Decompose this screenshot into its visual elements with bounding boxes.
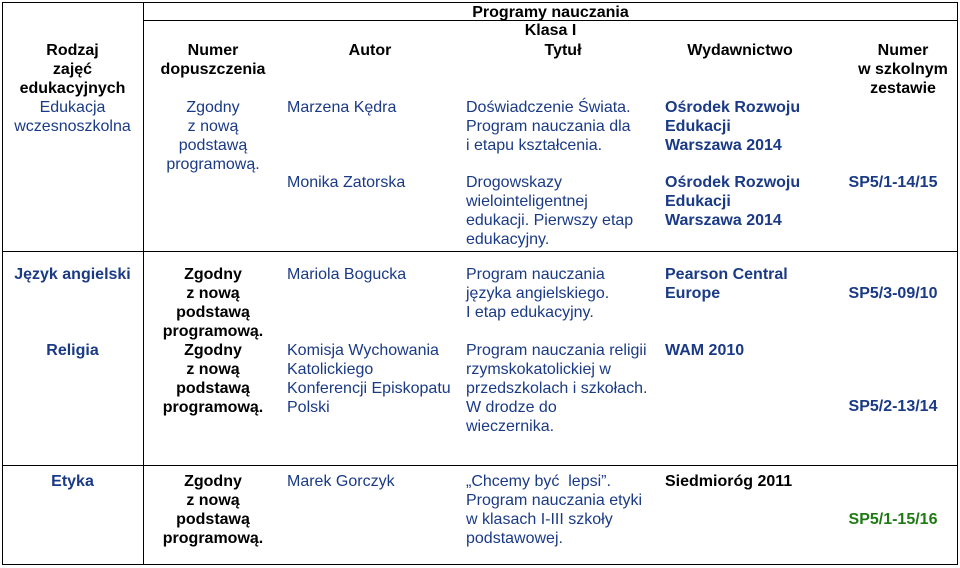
approval-cell: Zgodny z nową podstawą programową. (162, 342, 264, 416)
title-cell: „Chcemy być lepsi”. Program nauczania etyki w klasach I-III szkoły podstawowej. (466, 473, 643, 547)
header-rodzaj: Rodzaj zajęć edukacyjnych (19, 42, 126, 97)
publisher-cell: Pearson Central Europe (665, 266, 788, 302)
curriculum-number-cell: SP5/1-15/16 (848, 511, 938, 528)
author-cell: Mariola Bogucka (287, 266, 407, 283)
subject-cell: Religia (46, 342, 99, 359)
curriculum-number-cell: SP5/3-09/10 (848, 285, 938, 302)
title-cell: Program nauczania języka angielskiego. I etap edukacyjny. (466, 266, 610, 321)
approval-cell: Zgodny z nową podstawą programową. (162, 266, 264, 340)
row-divider (2, 251, 958, 252)
title-cell: Doświadczenie Świata. Program nauczania dla i etapu kształcenia. (466, 99, 631, 154)
header-tytul: Tytuł (544, 42, 582, 59)
publisher-cell: WAM 2010 (665, 342, 745, 359)
subject-cell: Etyka (51, 473, 94, 490)
table-title: Programy nauczania (472, 4, 629, 21)
publisher-cell: Ośrodek Rozwoju Edukacji Warszawa 2014 (665, 99, 801, 154)
row-divider (2, 465, 958, 466)
header-autor: Autor (348, 42, 392, 59)
publisher-cell: Siedmioróg 2011 (665, 473, 793, 490)
author-cell: Komisja Wychowania Katolickiego Konferencji Episkopatu Polski (287, 342, 451, 416)
author-cell: Marek Gorczyk (287, 473, 395, 490)
header-numer-dopuszczenia: Numer dopuszczenia (160, 42, 266, 78)
header-wydawnictwo: Wydawnictwo (687, 42, 793, 59)
title-cell: Drogowskazy wielointeligentnej edukacji. Pierwszy etap edukacyjny. (466, 174, 634, 248)
author-cell: Monika Zatorska (287, 174, 406, 191)
table-subtitle: Klasa I (524, 22, 577, 39)
title-cell: Program nauczania religii rzymskokatolickiej w przedszkolach i szkołach. W drodze do wieczernika. (466, 342, 648, 435)
approval-cell: Zgodny z nową podstawą programową. (166, 99, 260, 173)
table-border-bottom (2, 564, 958, 565)
curriculum-number-cell: SP5/2-13/14 (848, 398, 938, 415)
publisher-cell: Ośrodek Rozwoju Edukacji Warszawa 2014 (665, 174, 801, 229)
subject-cell: Edukacja wczesnoszkolna (14, 99, 131, 135)
subject-cell: Język angielski (14, 266, 131, 283)
author-cell: Marzena Kędra (287, 99, 397, 116)
curriculum-number-cell: SP5/1-14/15 (848, 174, 938, 191)
approval-cell: Zgodny z nową podstawą programową. (162, 473, 264, 547)
header-numer-w-zestawie: Numer w szkolnym zestawie (858, 42, 948, 97)
